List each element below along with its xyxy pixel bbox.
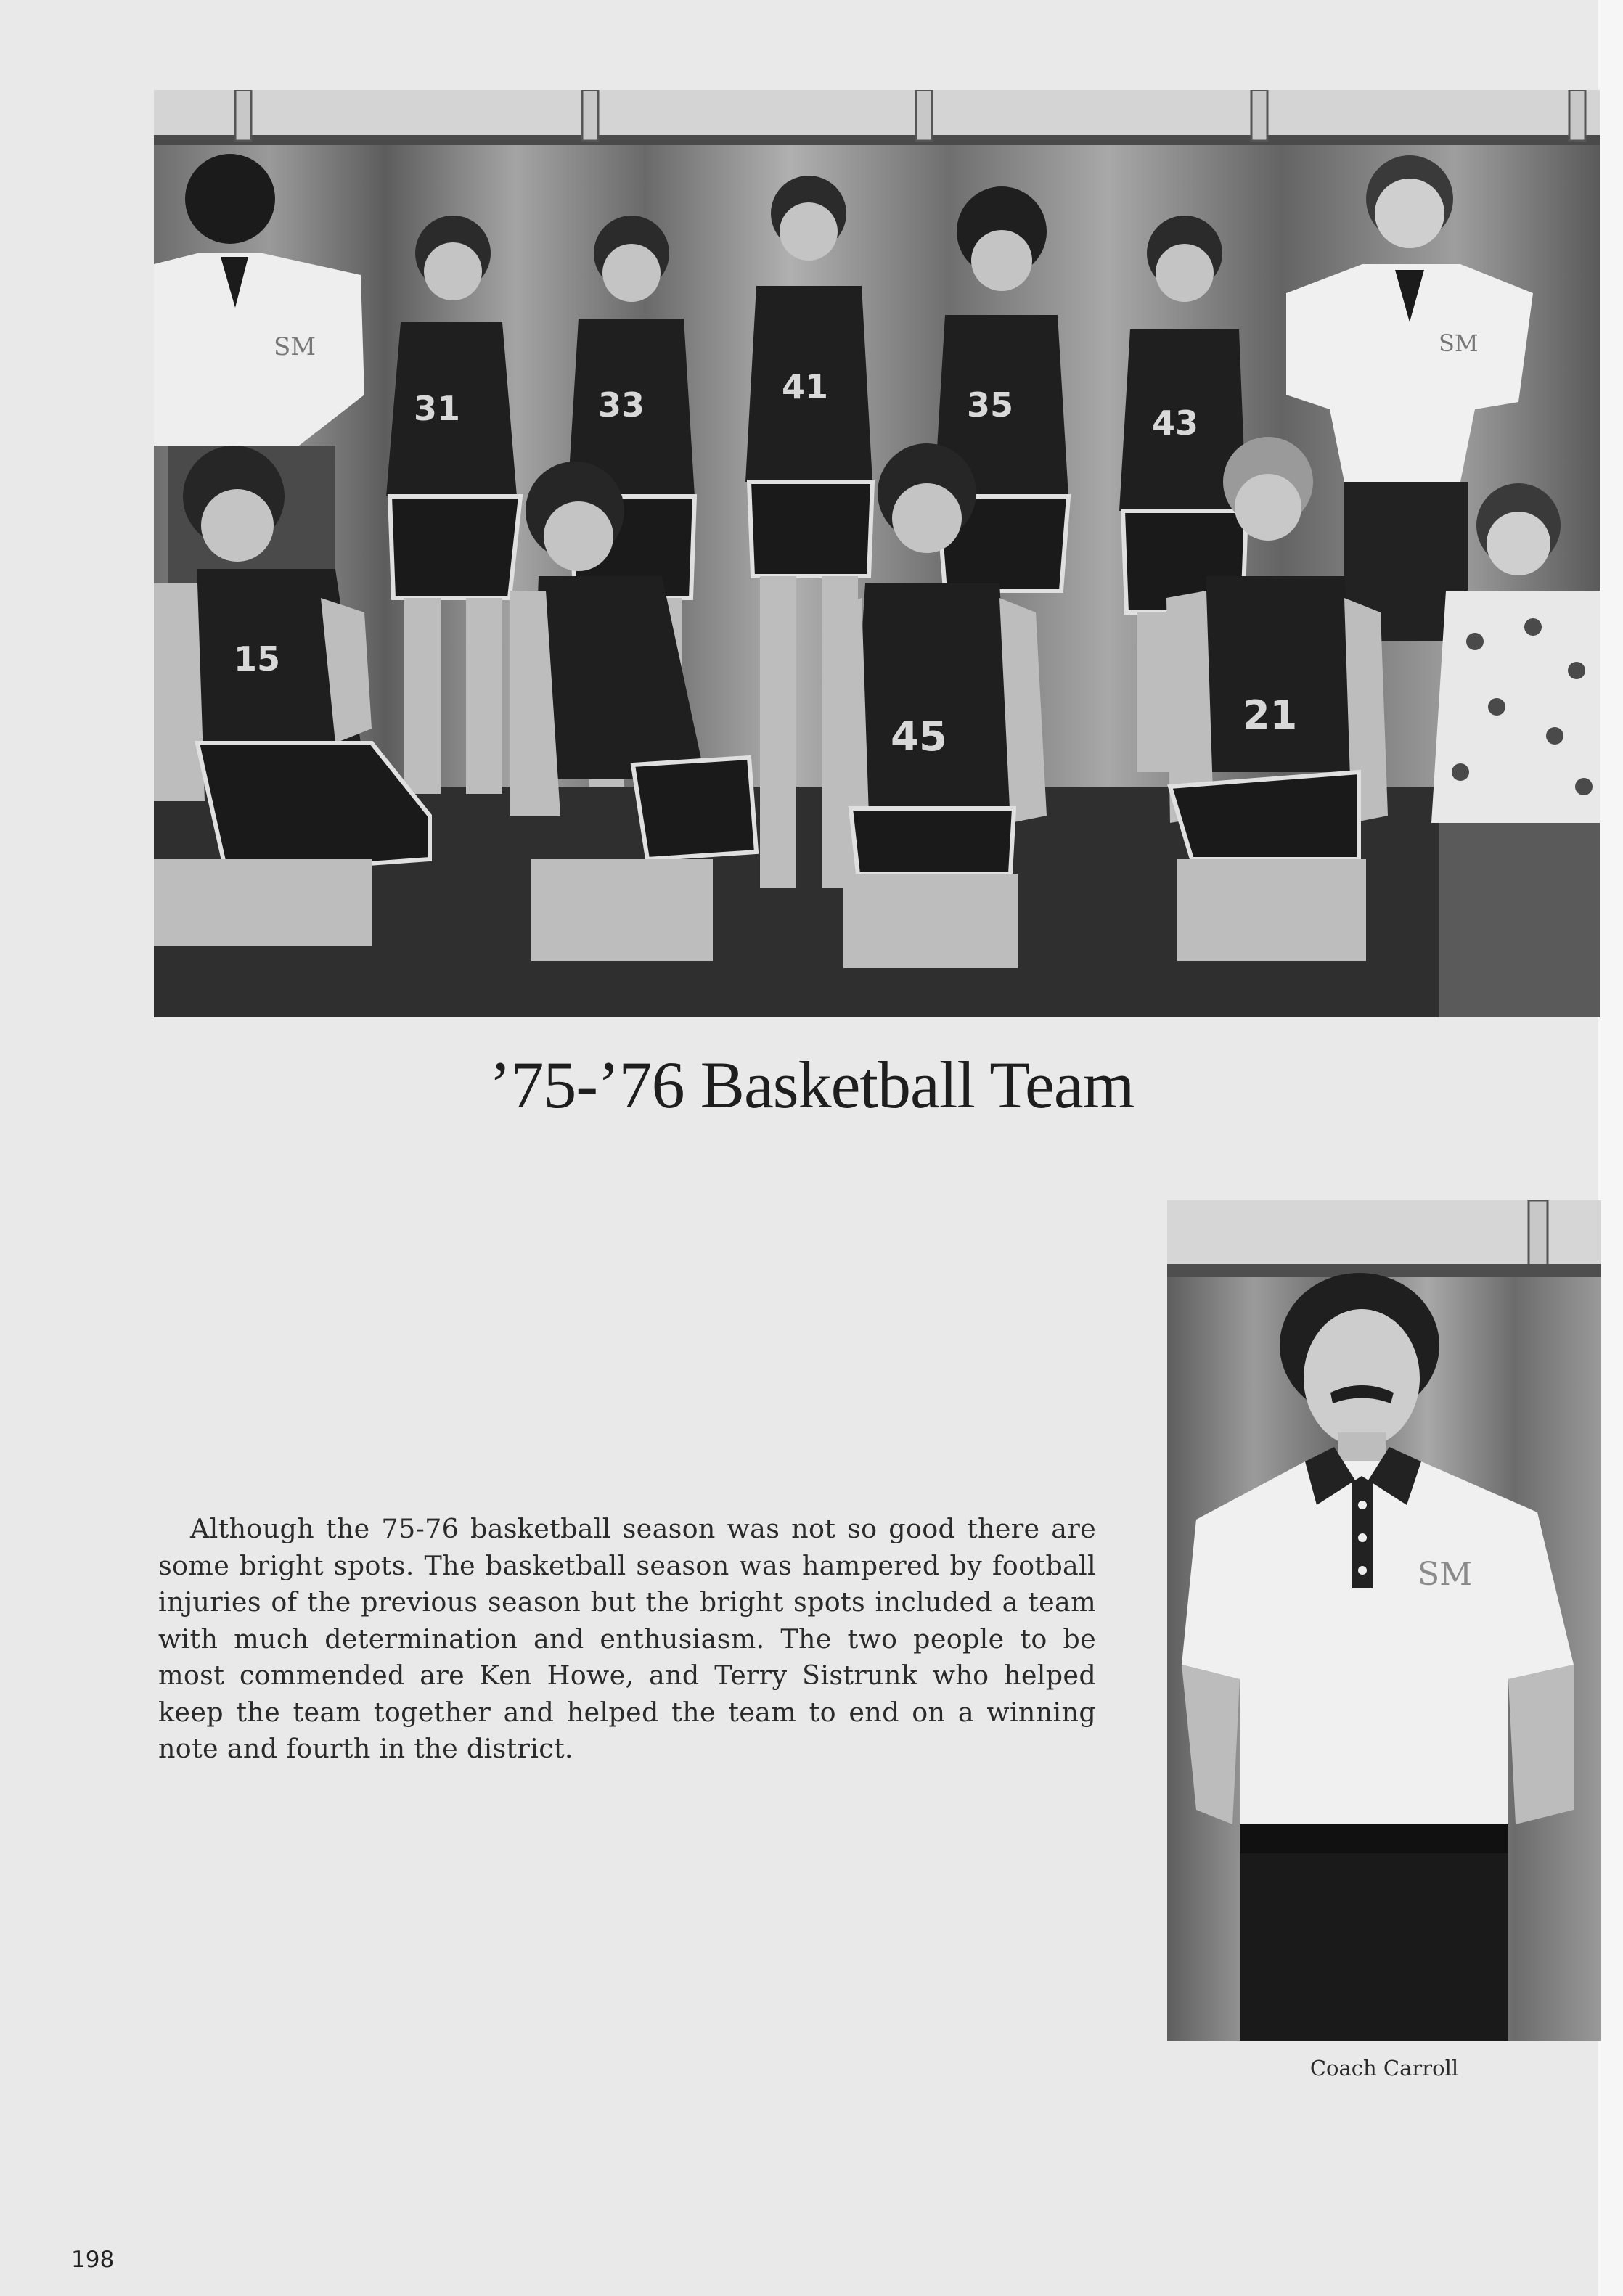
jersey-number-35: 35	[967, 385, 1014, 425]
team-photo-illustration	[154, 90, 1600, 1017]
jersey-number-43: 43	[1152, 403, 1199, 443]
coach-photo	[1167, 1200, 1601, 2041]
coach-photo-illustration	[1167, 1200, 1601, 2041]
page-number: 198	[71, 2247, 115, 2273]
page-edge	[1598, 0, 1623, 2296]
jersey-number-33: 33	[598, 385, 645, 425]
jersey-number-41: 41	[782, 367, 829, 406]
coach-shirt-monogram: SM	[1418, 1556, 1473, 1593]
coach-right-monogram: SM	[1439, 329, 1479, 357]
page-title: ’75-’76 Basketball Team	[488, 1048, 1135, 1122]
jersey-number-45: 45	[891, 713, 947, 760]
jersey-number-15: 15	[234, 639, 281, 678]
coach-photo-caption: Coach Carroll	[1309, 2056, 1459, 2080]
coach-left-monogram: SM	[274, 332, 316, 361]
jersey-number-31: 31	[414, 389, 461, 428]
jersey-number-21: 21	[1243, 692, 1298, 738]
article-body: Although the 75-76 basketball season was not so good there are some bright spots. The basketball season was hampered by football injuries of the previous season but the bright spots included a team with much determination and enthusiasm. The two people to be most commended are Ken Howe, and Terry Sistrunk who helped keep the team together and helped the team to end on a winning note and fourth in the district.	[158, 1513, 1096, 1764]
team-photo	[154, 90, 1600, 1017]
